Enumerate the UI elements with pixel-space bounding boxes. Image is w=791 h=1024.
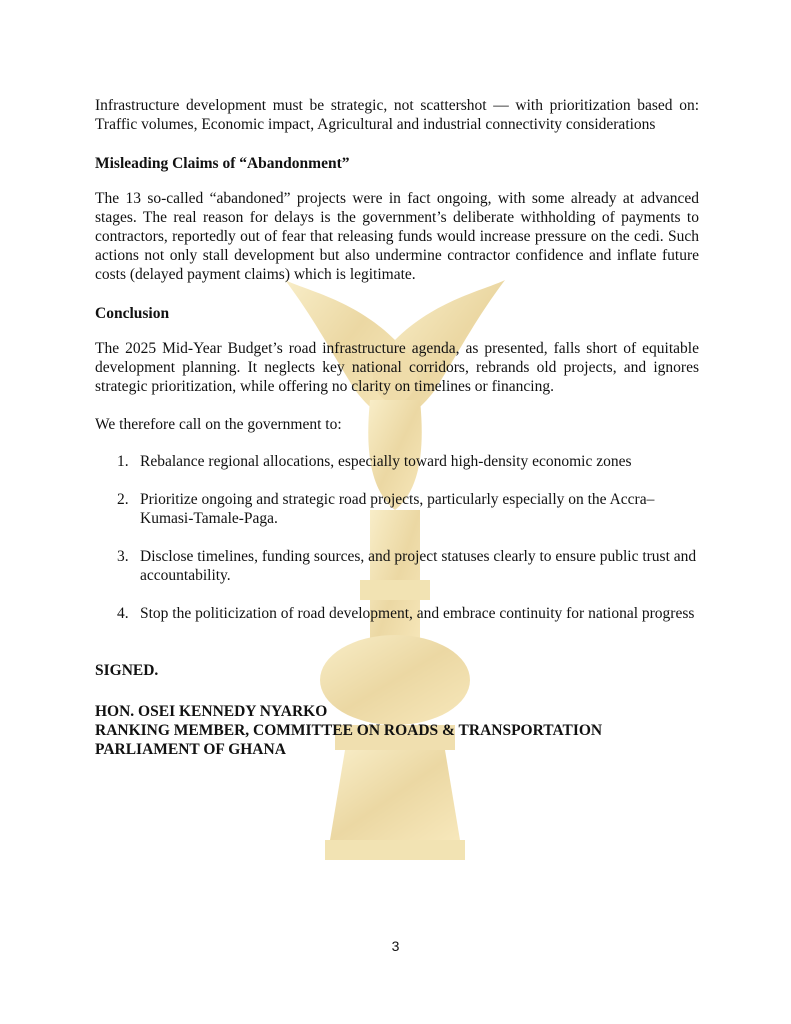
list-item-number: 3.: [117, 548, 129, 565]
signatory-org: PARLIAMENT OF GHANA: [95, 741, 286, 758]
list-item-text: Rebalance regional allocations, especially toward high-density economic zones: [140, 453, 632, 470]
document-body: [95, 96, 699, 759]
infrastructure-paragraph: Infrastructure development must be strategic, not scattershot — with prioritization based on: Traffic volumes, Economic impact, Agricultural and industrial connectivity considerations: [95, 97, 699, 133]
list-item-text: Disclose timelines, funding sources, and project statuses clearly to ensure public trust and accountability.: [140, 548, 697, 584]
call-to-action: We therefore call on the government to:: [95, 416, 342, 433]
signature-block: [95, 702, 699, 759]
conclusion-heading: Conclusion: [95, 305, 170, 322]
list-item-text: Stop the politicization of road development, and embrace continuity for national progress: [140, 605, 695, 622]
list-item: [95, 490, 699, 528]
claims-paragraph: The 13 so-called “abandoned” projects were in fact ongoing, with some already at advanced stages. The real reason for delays is the government’s deliberate withholding of payments to contractors, reportedly out of fear that releasing funds would increase pressure on the cedi. Such actions not only stall development but also undermine contractor confidence and inflate future costs (delayed payment claims) which is legitimate.: [95, 190, 699, 283]
list-item: [95, 452, 699, 471]
signatory-role: RANKING MEMBER, COMMITTEE ON ROADS & TRANSPORTATION: [95, 722, 603, 739]
conclusion-paragraph: The 2025 Mid-Year Budget’s road infrastructure agenda, as presented, falls short of equitable development planning. It neglects key national corridors, rebrands old projects, and ignores strategic prioritization, while offering no clarity on timelines or financing.: [95, 340, 699, 395]
list-item: [95, 547, 699, 585]
list-item-number: 4.: [117, 605, 129, 622]
signed-label: SIGNED.: [95, 662, 159, 679]
action-list: [95, 452, 699, 623]
list-item-text: Prioritize ongoing and strategic road projects, particularly especially on the Accra–Kumasi-Tamale-Paga.: [140, 491, 655, 527]
list-item-number: 1.: [117, 453, 129, 470]
claims-heading: Misleading Claims of “Abandonment”: [95, 155, 350, 172]
signatory-name: HON. OSEI KENNEDY NYARKO: [95, 703, 328, 720]
list-item-number: 2.: [117, 491, 129, 508]
list-item: [95, 604, 699, 623]
page-number: 3: [391, 938, 400, 954]
